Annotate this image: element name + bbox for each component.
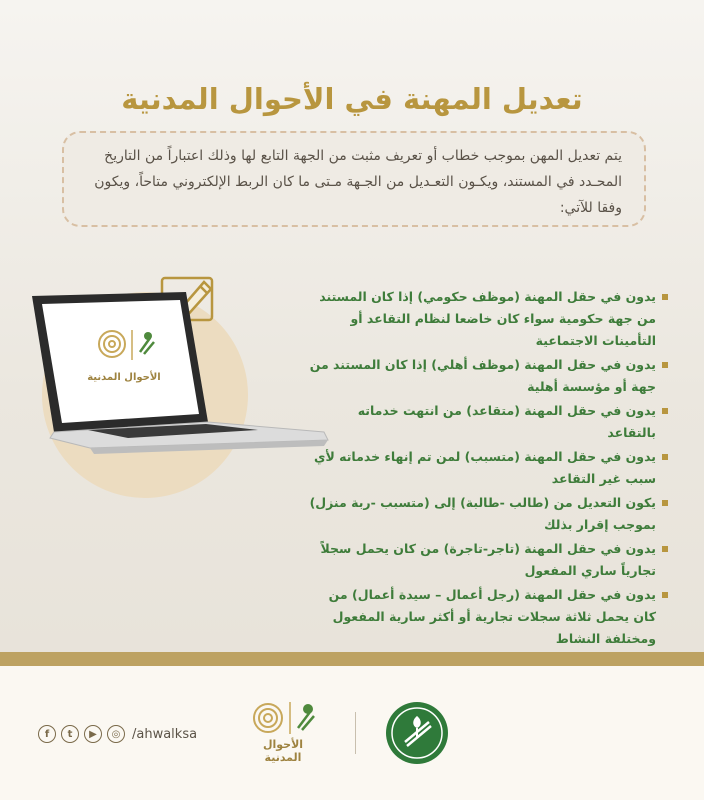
gold-divider-band — [0, 652, 704, 666]
list-item — [308, 538, 668, 582]
bullet-icon — [662, 362, 668, 368]
bullet-icon — [662, 454, 668, 460]
page-title: تعديل المهنة في الأحوال المدنية — [121, 82, 583, 116]
twitter-icon[interactable]: t — [61, 725, 79, 743]
list-item — [308, 584, 668, 650]
list-item-text: يدون في حقل المهنة (متسبب) لمن تم إنهاء خدماته لأي سبب غير التقاعد — [314, 449, 656, 486]
ministry-emblem-icon — [384, 700, 450, 766]
instagram-icon[interactable]: ◎ — [107, 725, 125, 743]
list-item-text: يدون في حقل المهنة (رجل أعمال – سيدة أعمال) من كان يحمل ثلاثة سجلات تجارية أو أكثر سارية المفعول ومختلفة النشاط — [328, 587, 656, 646]
intro-text: يتم تعديل المهن بموجب خطاب أو تعريف مثبت من الجهة التابع لها وذلك اعتباراً من التاريخ المحـدد في المستند، ويكـون التعـديل من الجـهة مـتى ما كان الربط الإلكتروني متاحاً، ويكون وفقا للآتي: — [94, 148, 622, 216]
bullet-icon — [662, 408, 668, 414]
intro-box — [62, 131, 646, 227]
footer-divider — [355, 712, 356, 754]
youtube-icon[interactable]: ▶ — [84, 725, 102, 743]
list-item — [308, 354, 668, 398]
list-item-text: يدون في حقل المهنة (موظف حكومي) إذا كان المستند من جهة حكومية سواء كان خاضعا لنظام التقاعد أو التأمينات الاجتماعية — [319, 289, 656, 348]
laptop-logo-text: الأحوال المدنية — [87, 372, 161, 383]
list-item — [308, 400, 668, 444]
list-item — [308, 446, 668, 490]
bullet-icon — [662, 500, 668, 506]
list-item-text: يدون في حقل المهنة (متقاعد) من انتهت خدماته بالتقاعد — [357, 403, 656, 440]
social-links — [38, 723, 197, 745]
bullet-icon — [662, 592, 668, 598]
list-item — [308, 492, 668, 536]
list-item-text: يدون في حقل المهنة (موظف أهلي) إذا كان المستند من جهة أو مؤسسة أهلية — [309, 357, 656, 394]
civil-affairs-logo — [252, 700, 322, 736]
bullet-icon — [662, 546, 668, 552]
social-handle[interactable]: /ahwalksa — [132, 726, 198, 742]
list-item — [308, 286, 668, 352]
facebook-icon[interactable]: f — [38, 725, 56, 743]
list-item-text: يكون التعديل من (طالب -طالبة) إلى (متسبب -ربة منزل) بموجب إقرار بذلك — [309, 495, 656, 532]
footer-logo-text: الأحوال المدنية — [262, 738, 304, 764]
list-item-text: يدون في حقل المهنة (تاجر-تاجرة) من كان يحمل سجلاً تجارياً ساري المفعول — [320, 541, 656, 578]
bullet-icon — [662, 294, 668, 300]
profession-rules-list — [308, 286, 668, 652]
